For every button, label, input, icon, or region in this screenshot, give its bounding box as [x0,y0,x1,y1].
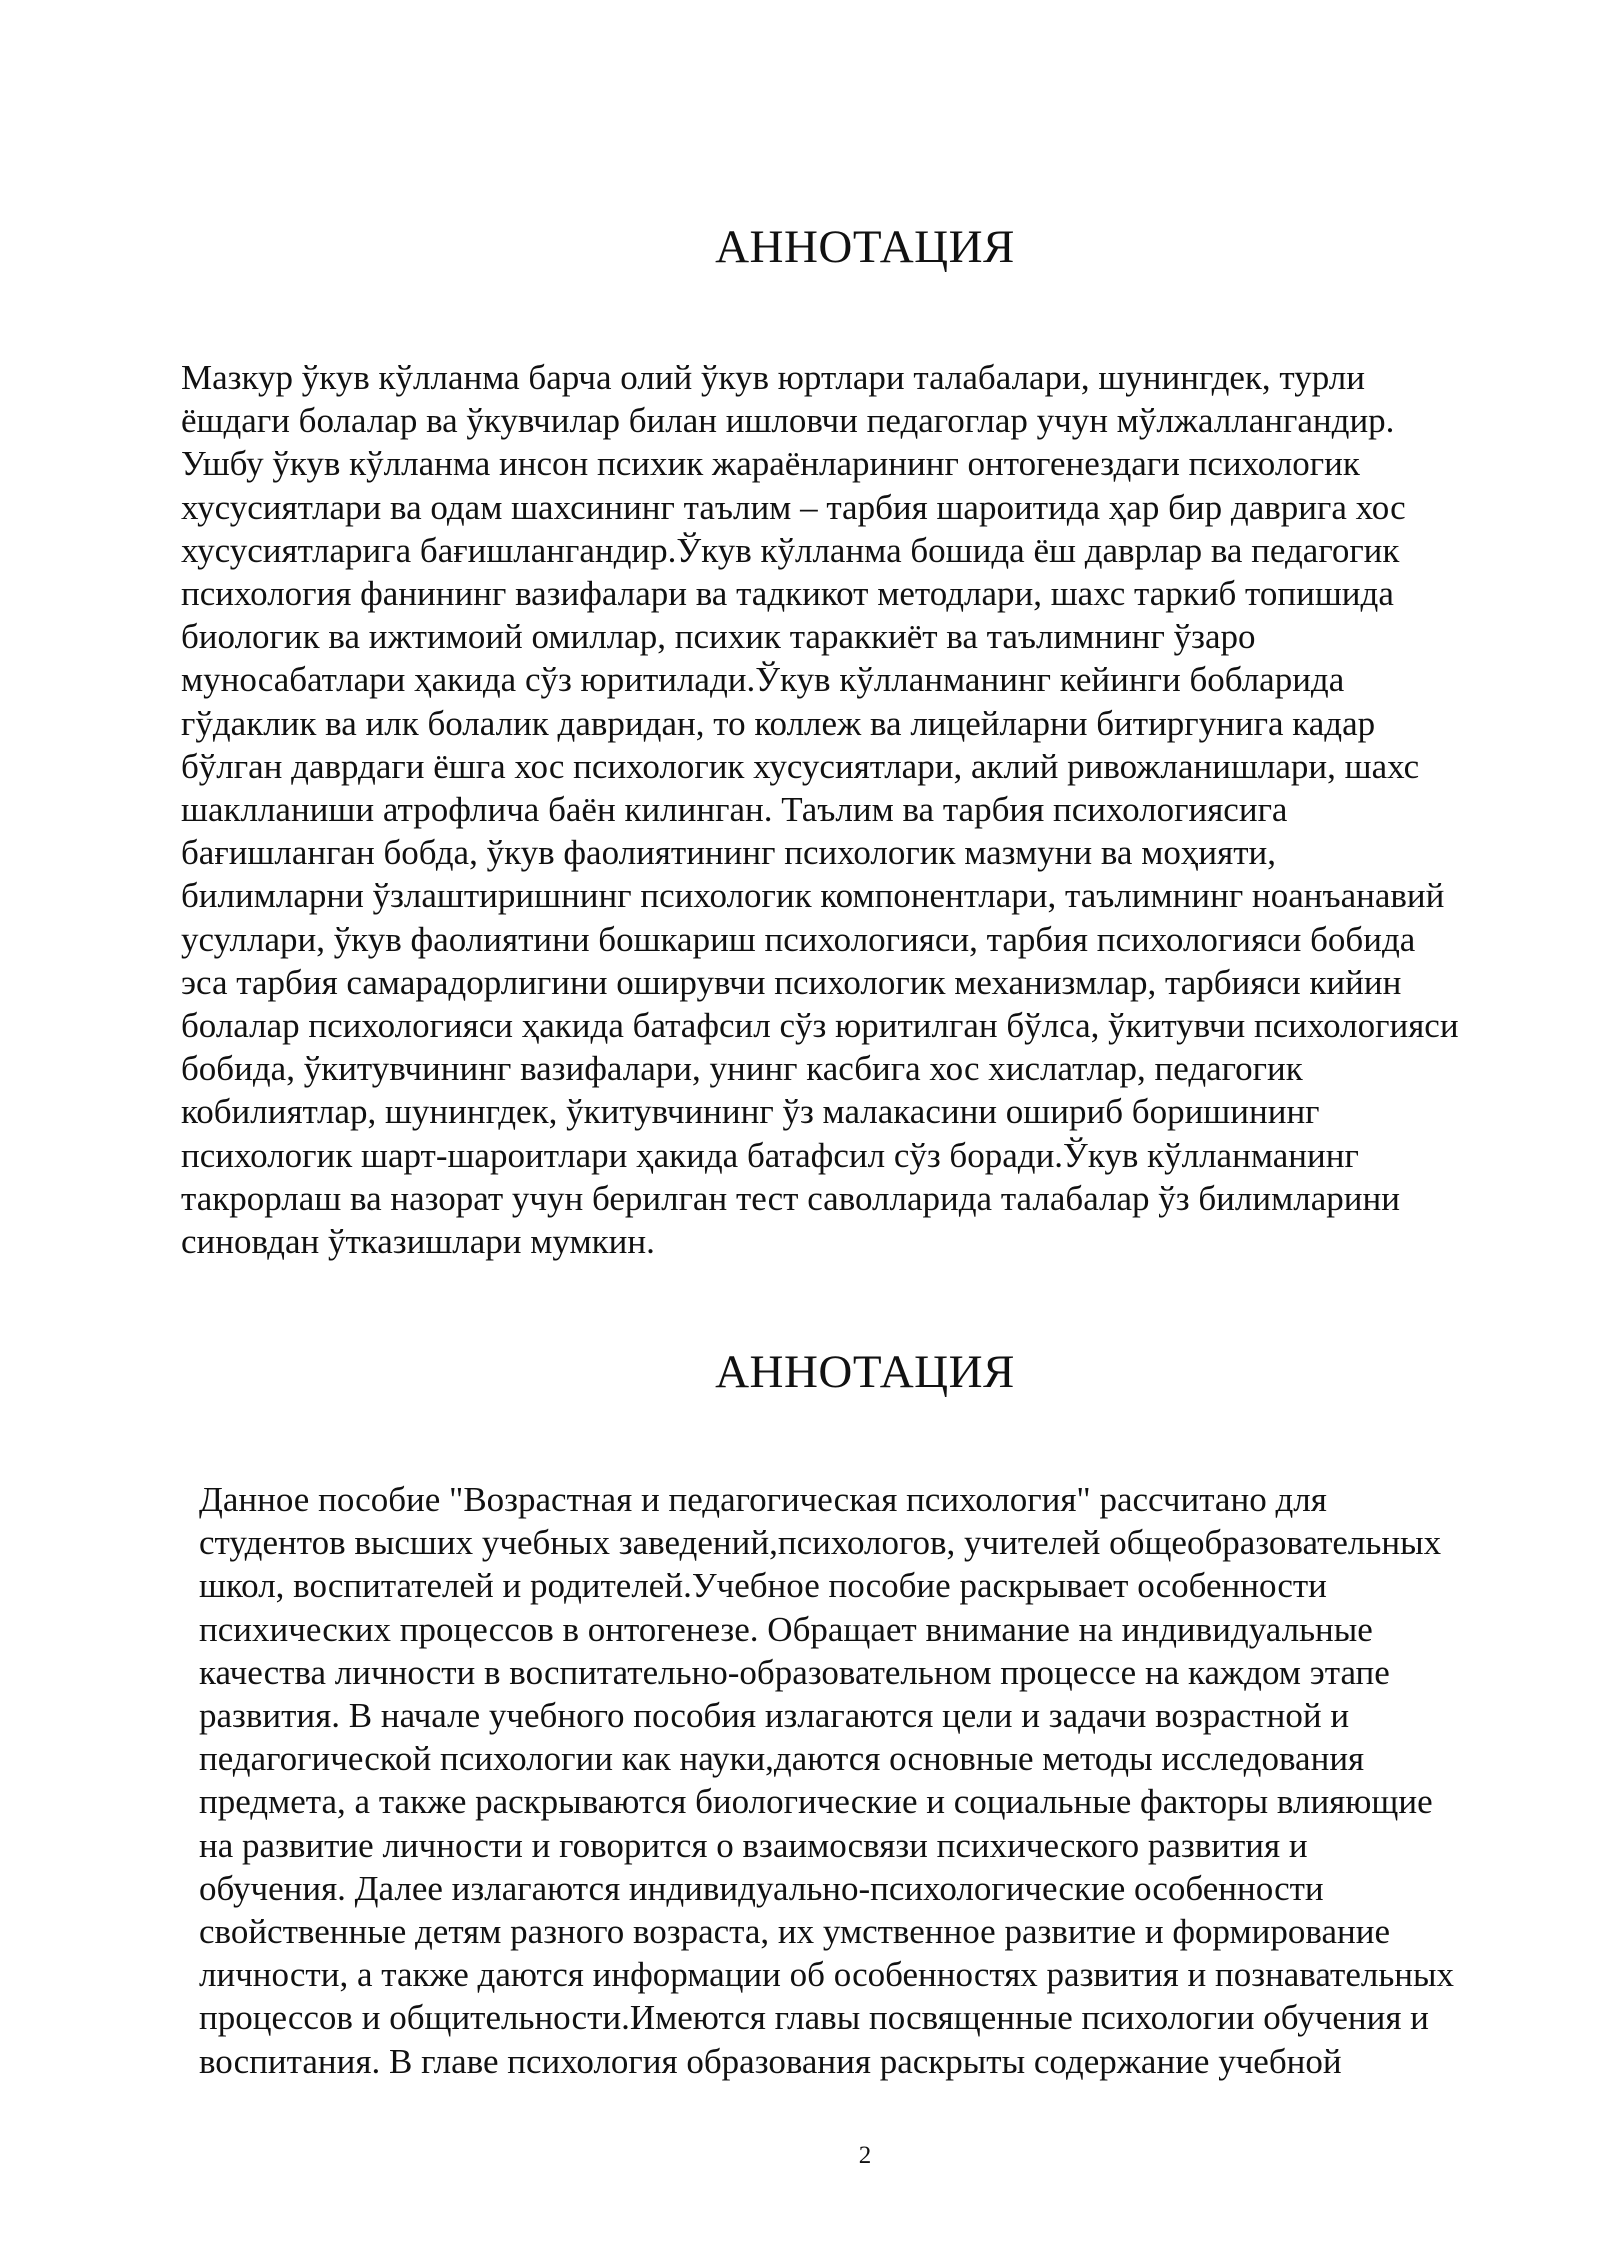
text-line: бағишланган бобда, ўкув фаолиятининг психологик мазмуни ва моҳияти, [181,833,1276,873]
text-line: студентов высших учебных заведений,психологов, учителей общеобразовательных [199,1523,1442,1563]
text-line: школ, воспитателей и родителей.Учебное пособие раскрывает особенности [199,1566,1327,1606]
text-line: шаклланиши атрофлича баён килинган. Таълим ва тарбия психологиясига [181,790,1288,830]
uzbek-annotation-title: АННОТАЦИЯ [715,221,1015,273]
text-line: билимларни ўзлаштиришнинг психологик компонентлари, таълимнинг ноанъанавий [181,876,1445,916]
text-line: воспитания. В главе психология образования раскрыты содержание учебной [199,2041,1342,2081]
russian-annotation-title: АННОТАЦИЯ [715,1346,1015,1398]
text-line: на развитие личности и говорится о взаимосвязи психического развития и [199,1825,1308,1865]
text-line: Мазкур ўкув кўлланма барча олий ўкув юртлари талабалари, шунингдек, турли [181,358,1365,397]
text-line: гўдаклик ва илк болалик давридан, то коллеж ва лицейларни битиргунига кадар [181,703,1376,743]
text-line: хусусиятларига бағишлангандир.Ўкув кўлланма бошида ёш даврлар ва педагогик [181,530,1400,570]
text-line: обучения. Далее излагаются индивидуально-психологические особенности [199,1868,1324,1908]
text-line: хусусиятлари ва одам шахсининг таълим – тарбия шароитида ҳар бир даврига хос [181,487,1406,527]
text-line: ёшдаги болалар ва ўкувчилар билан ишловчи педагоглар учун мўлжаллангандир. [181,401,1395,441]
text-line: свойственные детям разного возраста, их умственное развитие и формирование [199,1912,1390,1952]
text-line: бобида, ўкитувчининг вазифалари, унинг касбига хос хислатлар, педагогик [181,1049,1303,1089]
text-line: болалар психологияси ҳакида батафсил сўз юритилган бўлса, ўкитувчи психологияси [181,1006,1459,1046]
text-line: развития. В начале учебного пособия излагаются цели и задачи возрастной и [199,1696,1350,1736]
text-line: предмета, а также раскрываются биологические и социальные факторы влияющие [199,1782,1433,1822]
text-line: усуллари, ўкув фаолиятини бошкариш психологияси, тарбия психологияси бобида [181,919,1416,959]
uzbek-annotation-paragraph [181,356,1459,1263]
text-line: педагогической психологии как науки,даются основные методы исследования [199,1739,1365,1779]
text-line: кобилиятлар, шунингдек, ўкитувчининг ўз малакасини ошириб боришининг [181,1092,1320,1132]
russian-annotation-paragraph [199,1478,1454,2083]
page-number: 2 [858,2142,872,2169]
text-line: муносабатлари ҳакида сўз юритилади.Ўкув кўлланманинг кейинги бобларида [181,660,1345,700]
text-line: Данное пособие "Возрастная и педагогическая психология" рассчитано для [199,1480,1327,1519]
text-line: Ушбу ўкув кўлланма инсон психик жараёнларининг онтогенездаги психологик [181,444,1360,484]
text-line: синовдан ўтказишлари мумкин. [181,1222,655,1262]
text-line: процессов и общительности.Имеются главы посвященные психологии обучения и [199,1998,1429,2038]
text-line: такрорлаш ва назорат учун берилган тест саволларида талабалар ўз билимларини [181,1178,1400,1218]
text-line: личности, а также даются информации об особенностях развития и познавательных [199,1955,1455,1995]
text-line: качества личности в воспитательно-образовательном процессе на каждом этапе [199,1652,1390,1692]
text-line: психологик шарт-шароитлари ҳакида батафсил сўз боради.Ўкув кўлланманинг [181,1135,1359,1175]
text-line: эса тарбия самарадорлигини оширувчи психологик механизмлар, тарбияси кийин [181,962,1402,1002]
text-line: бўлган даврдаги ёшга хос психологик хусусиятлари, аклий ривожланишлари, шахс [181,746,1420,786]
text-line: психических процессов в онтогенезе. Обращает внимание на индивидуальные [199,1609,1373,1649]
text-line: биологик ва ижтимоий омиллар, психик тараккиёт ва таълимнинг ўзаро [181,617,1256,657]
text-line: психология фанининг вазифалари ва тадкикот методлари, шахс таркиб топишида [181,574,1394,614]
